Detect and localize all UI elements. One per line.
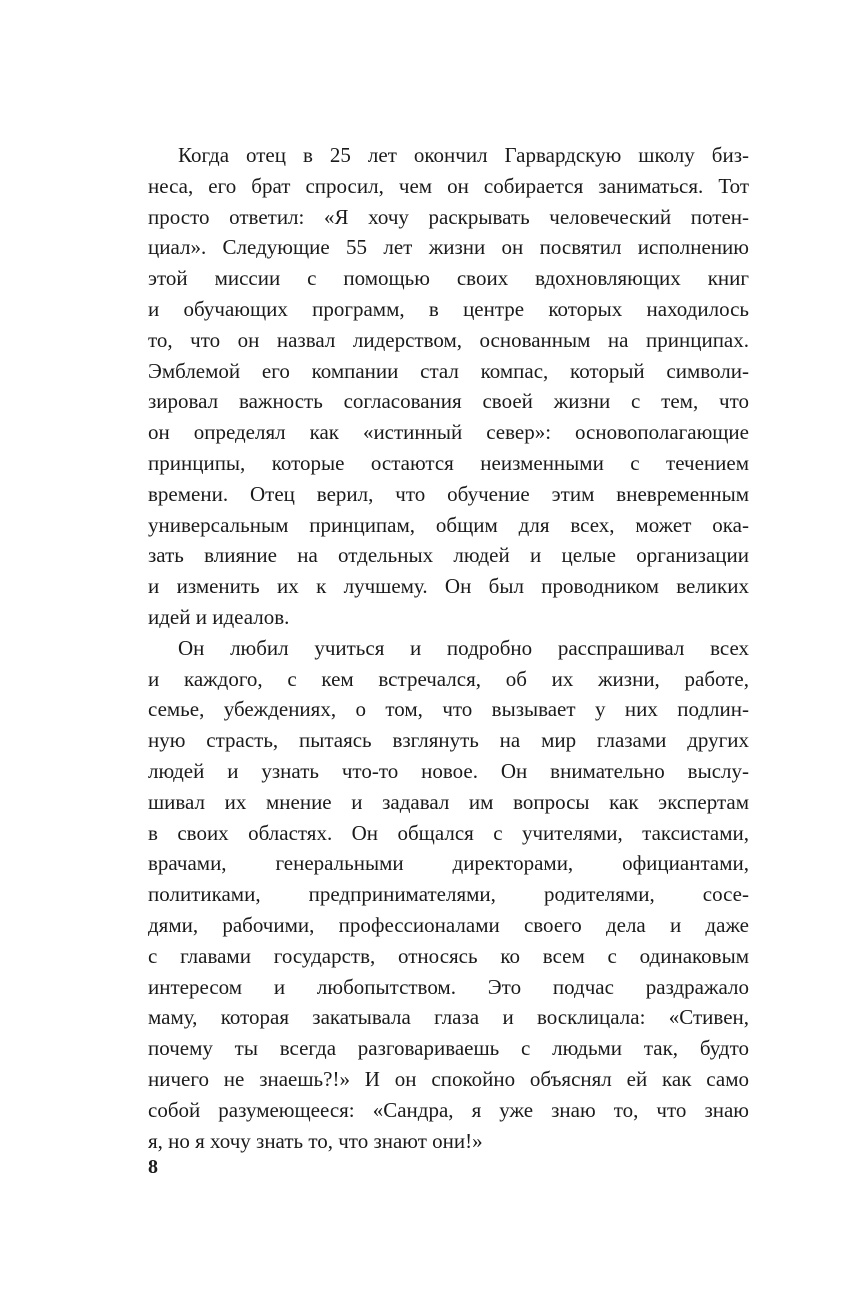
text-line: универсальным принципам, общим для всех, может ока- (148, 512, 749, 537)
text-line: ничего не знаешь?!» И он спокойно объяснял ей как само (148, 1066, 749, 1091)
text-line: зать влияние на отдельных людей и целые организации (148, 543, 749, 568)
text-line: неса, его брат спросил, чем он собирается заниматься. Тот (148, 173, 749, 198)
text-line: просто ответил: «Я хочу раскрывать человеческий потен- (148, 204, 749, 229)
text-line: и изменить их к лучшему. Он был проводником великих (148, 574, 749, 599)
text-line: дями, рабочими, профессионалами своего дела и даже (148, 912, 749, 937)
text-line: ную страсть, пытаясь взглянуть на мир глазами других (148, 728, 749, 753)
text-line: семье, убеждениях, о том, что вызывает у них подлин- (148, 697, 749, 722)
text-line: Он любил учиться и подробно расспрашивал всех (178, 635, 749, 660)
text-line: с главами государств, относясь ко всем с одинаковым (148, 943, 749, 968)
text-line: и каждого, с кем встречался, об их жизни, работе, (148, 666, 749, 691)
text-line: шивал их мнение и задавал им вопросы как экспертам (148, 789, 749, 814)
text-line: Когда отец в 25 лет окончил Гарвардскую школу биз- (178, 143, 749, 167)
text-line: этой миссии с помощью своих вдохновляющих книг (148, 266, 749, 291)
text-line: врачами, генеральными директорами, официантами, (148, 851, 749, 876)
paragraph (148, 633, 749, 1157)
page-number: 8 (148, 1156, 158, 1178)
text-line: интересом и любопытством. Это подчас раздражало (148, 974, 749, 999)
text-line: зировал важность согласования своей жизни с тем, что (148, 389, 749, 414)
paragraph (148, 140, 749, 633)
text-line: маму, которая закатывала глаза и восклицала: «Стивен, (148, 1005, 749, 1030)
text-line: людей и узнать что-то новое. Он внимательно выслу- (148, 758, 749, 783)
text-line: он определял как «истинный север»: основополагающие (148, 420, 749, 445)
text-line: Эмблемой его компании стал компас, который символи- (148, 358, 749, 383)
text-line: то, что он назвал лидерством, основанным на принципах. (148, 327, 749, 352)
text-line: и обучающих программ, в центре которых находилось (148, 296, 749, 321)
text-line: собой разумеющееся: «Сандра, я уже знаю то, что знаю (148, 1097, 749, 1122)
text-line: идей и идеалов. (148, 604, 290, 629)
text-line: времени. Отец верил, что обучение этим вневременным (148, 481, 749, 506)
text-line: циал». Следующие 55 лет жизни он посвятил исполнению (148, 235, 749, 260)
text-line: в своих областях. Он общался с учителями, таксистами, (148, 820, 749, 845)
text-line: я, но я хочу знать то, что знают они!» (148, 1128, 483, 1153)
text-block (148, 140, 749, 1156)
text-line: политиками, предпринимателями, родителями, сосе- (148, 882, 749, 907)
text-line: принципы, которые остаются неизменными с течением (148, 450, 749, 475)
text-line: почему ты всегда разговариваешь с людьми так, будто (148, 1036, 749, 1061)
